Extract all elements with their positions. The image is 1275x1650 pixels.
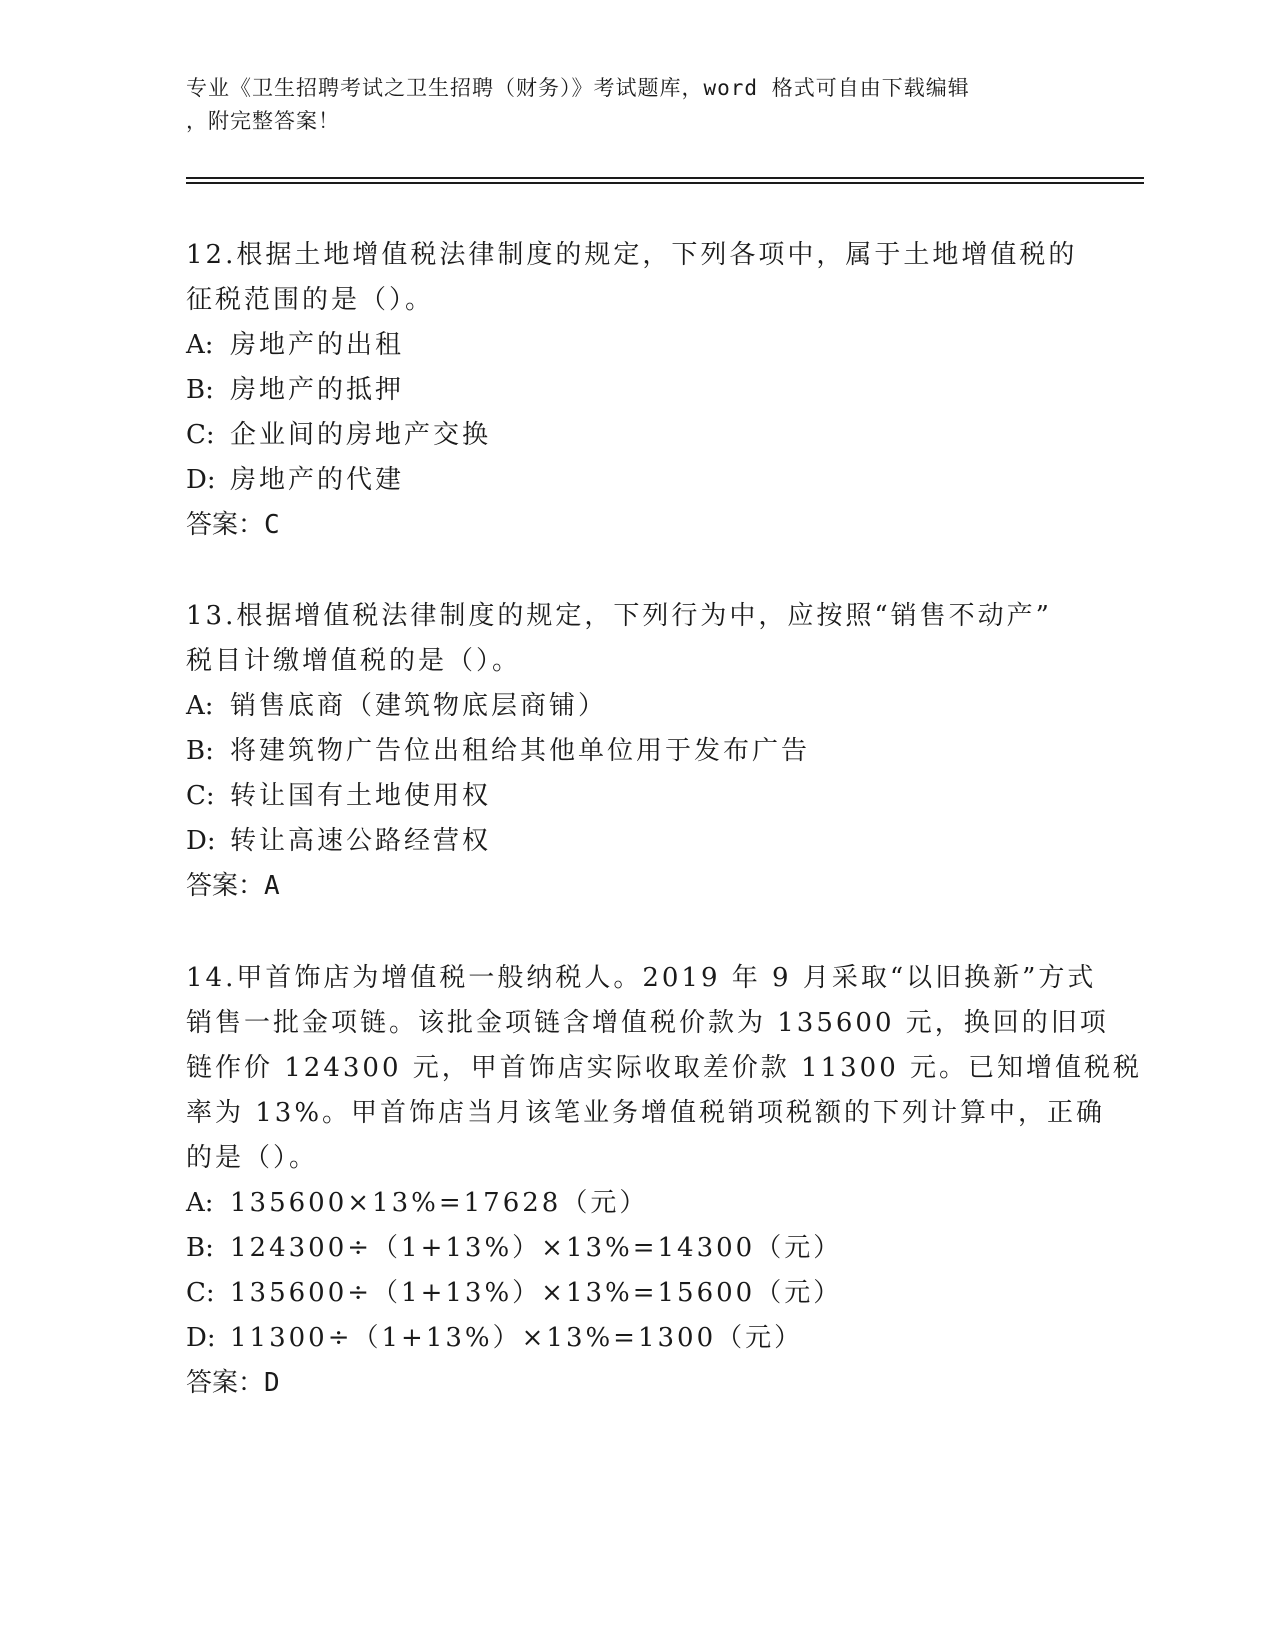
header-divider-bottom	[186, 182, 1144, 184]
answer-value: A	[264, 871, 280, 901]
option-text: 135600×13%=17628（元）	[230, 1188, 649, 1218]
answer	[186, 864, 1086, 909]
option-text: 转让国有土地使用权	[230, 781, 492, 811]
answer-label: 答案：	[186, 871, 265, 901]
option-key: B:	[186, 375, 214, 405]
option-d	[186, 1316, 1086, 1361]
option-key: A:	[186, 330, 214, 360]
option-text: 转让高速公路经营权	[230, 826, 492, 856]
option-key: C:	[186, 420, 215, 450]
option-key: A:	[186, 691, 214, 721]
option-b	[186, 368, 1086, 413]
answer-value: D	[264, 1368, 280, 1398]
question-13	[186, 594, 1086, 909]
option-b	[186, 729, 1086, 774]
answer-value: C	[264, 510, 280, 540]
answer	[186, 503, 1086, 548]
question-stem-line: 13.根据增值税法律制度的规定，下列行为中，应按照“销售不动产”	[186, 601, 1052, 631]
option-key: D:	[186, 826, 216, 856]
question-stem-line: 14.甲首饰店为增值税一般纳税人。2019 年 9 月采取“以旧换新”方式	[186, 963, 1097, 993]
question-stem-line: 链作价 124300 元，甲首饰店实际收取差价款 11300 元。已知增值税税	[186, 1053, 1143, 1083]
option-text: 房地产的抵押	[230, 375, 405, 405]
option-text: 销售底商（建筑物底层商铺）	[230, 691, 608, 721]
option-text: 企业间的房地产交换	[230, 420, 492, 450]
option-key: B:	[186, 1233, 214, 1263]
option-a	[186, 323, 1086, 368]
option-key: A:	[186, 1188, 214, 1218]
option-key: D:	[186, 465, 216, 495]
option-a	[186, 1181, 1086, 1226]
question-stem-line: 税目计缴增值税的是（）。	[186, 646, 522, 676]
question-stem-line: 销售一批金项链。该批金项链含增值税价款为 135600 元，换回的旧项	[186, 1008, 1109, 1038]
answer-label: 答案：	[186, 510, 265, 540]
question-stem-line: 的是（）。	[186, 1143, 319, 1173]
question-stem-line: 率为 13%。甲首饰店当月该笔业务增值税销项税额的下列计算中，正确	[186, 1098, 1106, 1128]
answer	[186, 1361, 1086, 1406]
option-d	[186, 819, 1086, 864]
question-stem-line: 12.根据土地增值税法律制度的规定，下列各项中，属于土地增值税的	[186, 240, 1078, 270]
option-text: 房地产的出租	[230, 330, 405, 360]
header-line-1: 专业《卫生招聘考试之卫生招聘（财务）》考试题库，word 格式可自由下载编辑	[186, 76, 970, 100]
option-text: 将建筑物广告位出租给其他单位用于发布广告	[230, 736, 811, 766]
option-key: B:	[186, 736, 214, 766]
question-stem-line: 征税范围的是（）。	[186, 285, 435, 315]
option-text: 124300÷（1+13%）×13%=14300（元）	[230, 1233, 843, 1263]
document-header	[186, 72, 1086, 138]
header-divider-top	[186, 177, 1144, 179]
option-c	[186, 774, 1086, 819]
question-14	[186, 956, 1143, 1406]
option-c	[186, 413, 1086, 458]
option-b	[186, 1226, 1086, 1271]
option-c	[186, 1271, 1086, 1316]
question-12	[186, 233, 1086, 548]
option-key: D:	[186, 1323, 216, 1353]
option-text: 135600÷（1+13%）×13%=15600（元）	[230, 1278, 843, 1308]
option-d	[186, 458, 1086, 503]
option-text: 房地产的代建	[230, 465, 405, 495]
option-a	[186, 684, 1086, 729]
header-line-2: ，附完整答案！	[186, 109, 340, 133]
option-text: 11300÷（1+13%）×13%=1300（元）	[230, 1323, 804, 1353]
option-key: C:	[186, 781, 215, 811]
answer-label: 答案：	[186, 1368, 265, 1398]
option-key: C:	[186, 1278, 215, 1308]
